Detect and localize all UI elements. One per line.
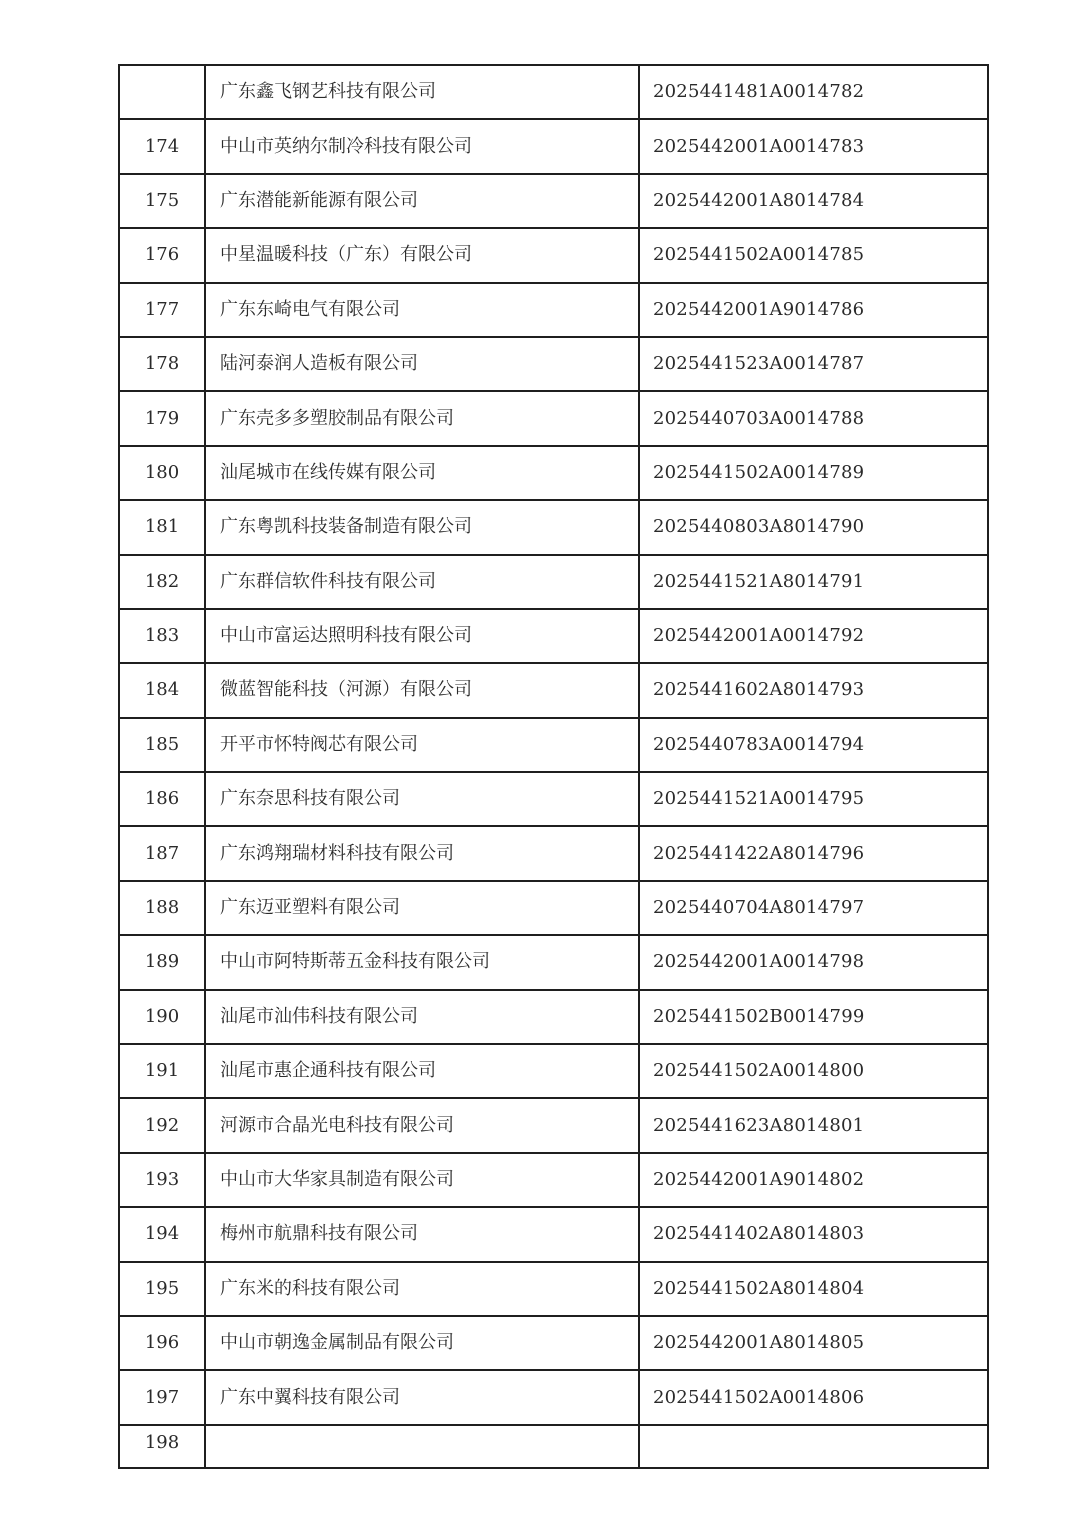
serial-number-cell: 184 — [119, 663, 205, 717]
company-name-cell: 中山市英纳尔制冷科技有限公司 — [205, 119, 639, 173]
company-name-cell — [205, 1425, 639, 1468]
serial-number-cell: 191 — [119, 1044, 205, 1098]
serial-number-cell: 174 — [119, 119, 205, 173]
company-name-cell: 开平市怀特阀芯有限公司 — [205, 718, 639, 772]
registration-code-cell: 2025441502A0014785 — [639, 228, 988, 282]
registration-code-cell: 2025442001A0014792 — [639, 609, 988, 663]
serial-number-cell: 197 — [119, 1370, 205, 1424]
registration-code-cell: 2025440803A8014790 — [639, 500, 988, 554]
registration-code-cell: 2025440703A0014788 — [639, 391, 988, 445]
serial-number-cell: 195 — [119, 1262, 205, 1316]
company-name-cell: 广东壳多多塑胶制品有限公司 — [205, 391, 639, 445]
serial-number-cell: 198 — [119, 1425, 205, 1468]
company-name-cell: 广东潜能新能源有限公司 — [205, 174, 639, 228]
company-name-cell: 广东粤凯科技装备制造有限公司 — [205, 500, 639, 554]
serial-number-cell: 177 — [119, 283, 205, 337]
registration-code-cell — [639, 1425, 988, 1468]
table-row — [119, 609, 988, 663]
serial-number-cell: 182 — [119, 555, 205, 609]
serial-number-cell — [119, 65, 205, 119]
table-row — [119, 935, 988, 989]
company-name-cell: 梅州市航鼎科技有限公司 — [205, 1207, 639, 1261]
registration-code-cell: 2025442001A9014802 — [639, 1153, 988, 1207]
serial-number-cell: 193 — [119, 1153, 205, 1207]
registration-code-cell: 2025441602A8014793 — [639, 663, 988, 717]
serial-number-cell: 180 — [119, 446, 205, 500]
company-list-table — [118, 64, 989, 1469]
serial-number-cell: 188 — [119, 881, 205, 935]
registration-code-cell: 2025441502A0014800 — [639, 1044, 988, 1098]
registration-code-cell: 2025442001A0014798 — [639, 935, 988, 989]
registration-code-cell: 2025442001A8014784 — [639, 174, 988, 228]
table-row — [119, 718, 988, 772]
serial-number-cell: 194 — [119, 1207, 205, 1261]
table-row — [119, 228, 988, 282]
registration-code-cell: 2025441502A0014806 — [639, 1370, 988, 1424]
serial-number-cell: 181 — [119, 500, 205, 554]
registration-code-cell: 2025441502A8014804 — [639, 1262, 988, 1316]
company-name-cell: 汕尾市惠企通科技有限公司 — [205, 1044, 639, 1098]
table-row — [119, 663, 988, 717]
table-row — [119, 1316, 988, 1370]
table-body — [119, 65, 988, 1468]
serial-number-cell: 190 — [119, 990, 205, 1044]
serial-number-cell: 179 — [119, 391, 205, 445]
company-name-cell: 中山市大华家具制造有限公司 — [205, 1153, 639, 1207]
serial-number-cell: 189 — [119, 935, 205, 989]
company-name-cell: 广东东崎电气有限公司 — [205, 283, 639, 337]
serial-number-cell: 178 — [119, 337, 205, 391]
company-name-cell: 广东鑫飞钢艺科技有限公司 — [205, 65, 639, 119]
table-row — [119, 772, 988, 826]
company-name-cell: 中山市阿特斯蒂五金科技有限公司 — [205, 935, 639, 989]
company-name-cell: 广东群信软件科技有限公司 — [205, 555, 639, 609]
company-name-cell: 中山市富运达照明科技有限公司 — [205, 609, 639, 663]
table-row — [119, 1425, 988, 1468]
registration-code-cell: 2025441521A0014795 — [639, 772, 988, 826]
table-row — [119, 391, 988, 445]
table-row — [119, 283, 988, 337]
table-row — [119, 337, 988, 391]
serial-number-cell: 175 — [119, 174, 205, 228]
serial-number-cell: 196 — [119, 1316, 205, 1370]
table-row — [119, 1370, 988, 1424]
registration-code-cell: 2025441502A0014789 — [639, 446, 988, 500]
table-row — [119, 119, 988, 173]
company-name-cell: 广东迈亚塑料有限公司 — [205, 881, 639, 935]
registration-code-cell: 2025441623A8014801 — [639, 1098, 988, 1152]
company-name-cell: 广东奈思科技有限公司 — [205, 772, 639, 826]
registration-code-cell: 2025441502B0014799 — [639, 990, 988, 1044]
table-row — [119, 1153, 988, 1207]
registration-code-cell: 2025442001A9014786 — [639, 283, 988, 337]
registration-code-cell: 2025441521A8014791 — [639, 555, 988, 609]
company-name-cell: 广东中翼科技有限公司 — [205, 1370, 639, 1424]
serial-number-cell: 176 — [119, 228, 205, 282]
serial-number-cell: 185 — [119, 718, 205, 772]
table-row — [119, 555, 988, 609]
table-row — [119, 1207, 988, 1261]
serial-number-cell: 183 — [119, 609, 205, 663]
registration-code-cell: 2025440704A8014797 — [639, 881, 988, 935]
table-row — [119, 826, 988, 880]
serial-number-cell: 192 — [119, 1098, 205, 1152]
registration-code-cell: 2025441402A8014803 — [639, 1207, 988, 1261]
company-name-cell: 中星温暖科技（广东）有限公司 — [205, 228, 639, 282]
company-name-cell: 陆河泰润人造板有限公司 — [205, 337, 639, 391]
serial-number-cell: 187 — [119, 826, 205, 880]
table-row — [119, 65, 988, 119]
table-row — [119, 500, 988, 554]
company-name-cell: 广东鸿翔瑞材料科技有限公司 — [205, 826, 639, 880]
registration-code-cell: 2025442001A0014783 — [639, 119, 988, 173]
company-name-cell: 微蓝智能科技（河源）有限公司 — [205, 663, 639, 717]
table-row — [119, 446, 988, 500]
company-name-cell: 中山市朝逸金属制品有限公司 — [205, 1316, 639, 1370]
company-name-cell: 广东米的科技有限公司 — [205, 1262, 639, 1316]
company-name-cell: 汕尾市汕伟科技有限公司 — [205, 990, 639, 1044]
registration-code-cell: 2025440783A0014794 — [639, 718, 988, 772]
registration-code-cell: 2025441422A8014796 — [639, 826, 988, 880]
table-row — [119, 1098, 988, 1152]
table-row — [119, 1262, 988, 1316]
table-row — [119, 990, 988, 1044]
registration-code-cell: 2025441481A0014782 — [639, 65, 988, 119]
table-row — [119, 881, 988, 935]
company-name-cell: 河源市合晶光电科技有限公司 — [205, 1098, 639, 1152]
table-row — [119, 174, 988, 228]
registration-code-cell: 2025442001A8014805 — [639, 1316, 988, 1370]
registration-code-cell: 2025441523A0014787 — [639, 337, 988, 391]
serial-number-cell: 186 — [119, 772, 205, 826]
company-name-cell: 汕尾城市在线传媒有限公司 — [205, 446, 639, 500]
table-row — [119, 1044, 988, 1098]
